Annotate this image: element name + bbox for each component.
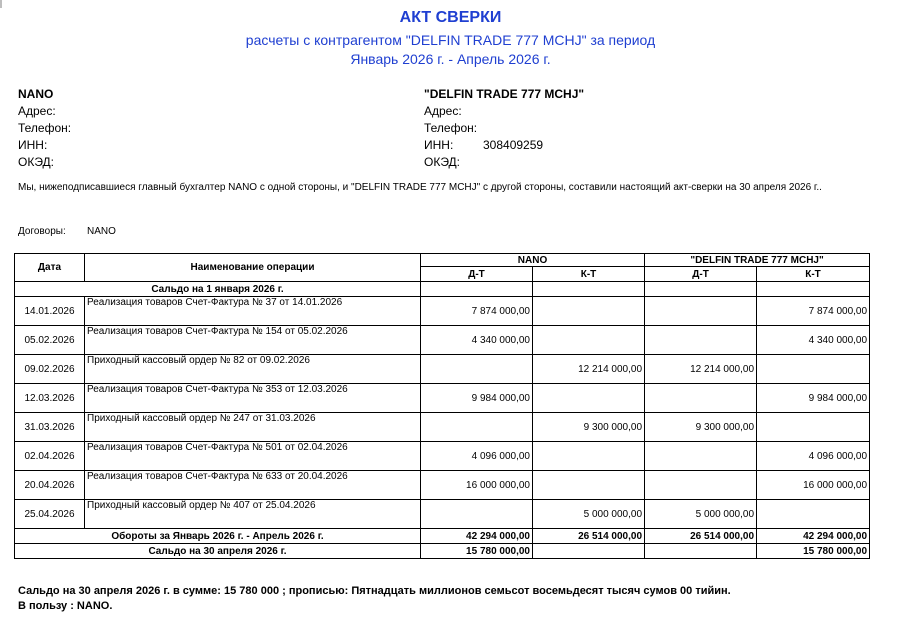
contracts-label: Договоры: xyxy=(18,226,66,237)
document-period: Январь 2026 г. - Апрель 2026 г. xyxy=(350,51,551,67)
row-party1-debit xyxy=(421,500,533,529)
party-right-block xyxy=(424,86,584,171)
row-description: Реализация товаров Счет-Фактура № 353 от 12.03.2026 xyxy=(85,384,421,413)
turnover-party2-debit: 26 514 000,00 xyxy=(645,529,757,544)
intro-paragraph: Мы, нижеподписавшиеся главный бухгалтер NANO с одной стороны, и "DELFIN TRADE 777 MCHJ" с другой стороны, составили настоящий акт-сверки на 30 апреля 2026 г.. xyxy=(18,182,822,193)
row-party2-debit xyxy=(645,384,757,413)
header-party2-credit: К-Т xyxy=(757,267,870,282)
page-edge-mark xyxy=(0,0,2,8)
row-description: Приходный кассовый ордер № 407 от 25.04.2026 xyxy=(85,500,421,529)
opening-balance-d1 xyxy=(421,282,533,297)
row-party1-debit xyxy=(421,413,533,442)
closing-balance-row xyxy=(15,544,870,559)
header-party2-debit: Д-Т xyxy=(645,267,757,282)
table-row xyxy=(15,471,870,500)
turnover-party1-debit: 42 294 000,00 xyxy=(421,529,533,544)
table-row xyxy=(15,500,870,529)
reconciliation-table xyxy=(14,253,870,559)
table-row xyxy=(15,442,870,471)
row-party1-credit xyxy=(533,326,645,355)
row-party1-debit: 16 000 000,00 xyxy=(421,471,533,500)
party-right-inn: 308409259 xyxy=(483,138,544,152)
header-operation: Наименование операции xyxy=(85,254,421,282)
row-party1-debit: 9 984 000,00 xyxy=(421,384,533,413)
row-description: Реализация товаров Счет-Фактура № 154 от 05.02.2026 xyxy=(85,326,421,355)
row-date: 31.03.2026 xyxy=(15,413,85,442)
table-row xyxy=(15,384,870,413)
document-title: АКТ СВЕРКИ xyxy=(399,9,502,26)
closing-party2-debit xyxy=(645,544,757,559)
table-row xyxy=(15,326,870,355)
row-date: 25.04.2026 xyxy=(15,500,85,529)
opening-balance-row xyxy=(15,282,870,297)
party-left-address-label: Адрес: xyxy=(18,104,56,118)
turnover-party2-credit: 42 294 000,00 xyxy=(757,529,870,544)
row-party2-credit: 4 096 000,00 xyxy=(757,442,870,471)
row-date: 09.02.2026 xyxy=(15,355,85,384)
opening-balance-c1 xyxy=(533,282,645,297)
row-party1-debit: 4 340 000,00 xyxy=(421,326,533,355)
table-row xyxy=(15,355,870,384)
closing-party1-credit xyxy=(533,544,645,559)
footer-balance-text: Сальдо на 30 апреля 2026 г. в сумме: 15 780 000 ; прописью: Пятнадцать миллионов семьсот восемьдесят тысяч сумов 00 тийин. xyxy=(18,585,731,597)
party-right-name: "DELFIN TRADE 777 MCHJ" xyxy=(424,87,585,101)
row-description: Приходный кассовый ордер № 247 от 31.03.2026 xyxy=(85,413,421,442)
row-party1-credit xyxy=(533,471,645,500)
row-party2-debit: 5 000 000,00 xyxy=(645,500,757,529)
row-party2-debit xyxy=(645,471,757,500)
closing-balance-label: Сальдо на 30 апреля 2026 г. xyxy=(15,544,421,559)
row-description: Реализация товаров Счет-Фактура № 37 от 14.01.2026 xyxy=(85,297,421,326)
row-description: Реализация товаров Счет-Фактура № 633 от 20.04.2026 xyxy=(85,471,421,500)
row-party2-debit xyxy=(645,326,757,355)
row-date: 14.01.2026 xyxy=(15,297,85,326)
party-left-block xyxy=(18,86,77,171)
contracts-value: NANO xyxy=(87,226,116,237)
table-row xyxy=(15,413,870,442)
row-party2-credit: 7 874 000,00 xyxy=(757,297,870,326)
row-party2-credit xyxy=(757,355,870,384)
row-party2-debit xyxy=(645,297,757,326)
row-party2-credit: 16 000 000,00 xyxy=(757,471,870,500)
row-party2-credit: 4 340 000,00 xyxy=(757,326,870,355)
row-party2-credit: 9 984 000,00 xyxy=(757,384,870,413)
row-party1-credit: 12 214 000,00 xyxy=(533,355,645,384)
row-date: 05.02.2026 xyxy=(15,326,85,355)
row-party1-credit: 9 300 000,00 xyxy=(533,413,645,442)
party-left-inn-label: ИНН: xyxy=(18,138,48,152)
row-party1-debit: 7 874 000,00 xyxy=(421,297,533,326)
document-subtitle: расчеты с контрагентом "DELFIN TRADE 777 MCHJ" за период xyxy=(245,32,656,48)
row-party1-debit xyxy=(421,355,533,384)
row-party2-debit: 9 300 000,00 xyxy=(645,413,757,442)
header-party2: "DELFIN TRADE 777 MCHJ" xyxy=(645,254,870,267)
row-party2-debit: 12 214 000,00 xyxy=(645,355,757,384)
row-date: 12.03.2026 xyxy=(15,384,85,413)
header-date: Дата xyxy=(15,254,85,282)
row-date: 02.04.2026 xyxy=(15,442,85,471)
turnover-row xyxy=(15,529,870,544)
row-party2-debit xyxy=(645,442,757,471)
row-party1-credit: 5 000 000,00 xyxy=(533,500,645,529)
header-party1: NANO xyxy=(421,254,645,267)
opening-balance-c2 xyxy=(757,282,870,297)
header-party1-credit: К-Т xyxy=(533,267,645,282)
opening-balance-d2 xyxy=(645,282,757,297)
party-left-phone-label: Телефон: xyxy=(18,121,72,135)
header-party1-debit: Д-Т xyxy=(421,267,533,282)
party-left-name: NANO xyxy=(18,87,54,101)
party-right-inn-label: ИНН: xyxy=(424,138,454,152)
contracts-line xyxy=(18,226,116,237)
closing-party2-credit: 15 780 000,00 xyxy=(757,544,870,559)
party-right-oked-label: ОКЭД: xyxy=(424,155,461,169)
table-row xyxy=(15,297,870,326)
turnover-party1-credit: 26 514 000,00 xyxy=(533,529,645,544)
footer-block xyxy=(18,584,731,614)
footer-favor-text: В пользу : NANO. xyxy=(18,600,113,612)
row-party1-credit xyxy=(533,297,645,326)
row-date: 20.04.2026 xyxy=(15,471,85,500)
row-party1-credit xyxy=(533,442,645,471)
opening-balance-label: Сальдо на 1 января 2026 г. xyxy=(15,282,421,297)
party-right-address-label: Адрес: xyxy=(424,104,462,118)
closing-party1-debit: 15 780 000,00 xyxy=(421,544,533,559)
row-party1-debit: 4 096 000,00 xyxy=(421,442,533,471)
party-right-phone-label: Телефон: xyxy=(424,121,478,135)
row-party2-credit xyxy=(757,413,870,442)
row-description: Приходный кассовый ордер № 82 от 09.02.2026 xyxy=(85,355,421,384)
row-party2-credit xyxy=(757,500,870,529)
turnover-label: Обороты за Январь 2026 г. - Апрель 2026 г. xyxy=(15,529,421,544)
row-party1-credit xyxy=(533,384,645,413)
party-left-oked-label: ОКЭД: xyxy=(18,155,55,169)
row-description: Реализация товаров Счет-Фактура № 501 от 02.04.2026 xyxy=(85,442,421,471)
